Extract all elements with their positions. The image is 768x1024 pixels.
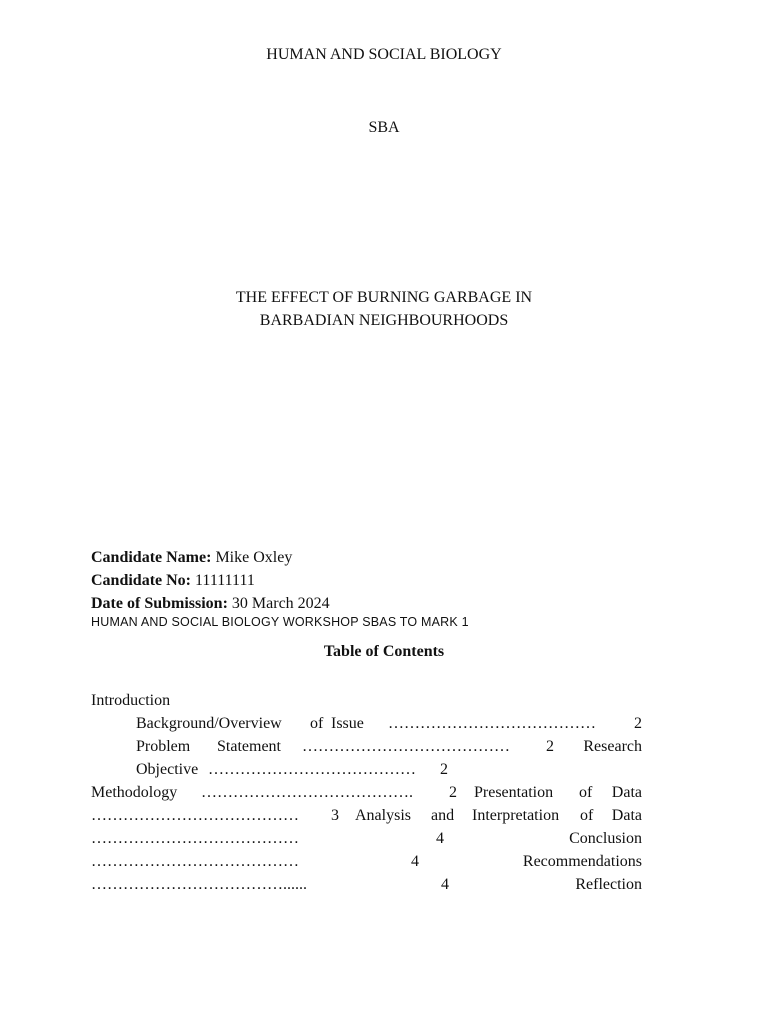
toc-presentation-word: Presentation	[474, 784, 554, 801]
toc-analysis-word: Interpretation	[472, 807, 560, 824]
toc-reflection-word: Reflection	[575, 876, 642, 893]
candidate-number-label: Candidate No:	[91, 572, 192, 589]
toc-methodology: Methodology	[91, 784, 178, 801]
toc-background-word: Issue	[331, 715, 364, 732]
toc-row	[91, 689, 642, 712]
subject-heading: HUMAN AND SOCIAL BIOLOGY	[266, 46, 502, 63]
toc-page-number: 4	[411, 853, 419, 870]
toc-analysis-word: Data	[611, 807, 642, 824]
toc-background-word: Background/Overview	[136, 715, 282, 732]
toc-row	[91, 827, 642, 850]
toc-leader-dots: …………………………………	[91, 807, 299, 824]
toc-recommendations-word: Recommendations	[522, 853, 642, 870]
candidate-number-row	[91, 569, 330, 592]
toc-background-word: of	[310, 715, 324, 732]
project-title-line-1: THE EFFECT OF BURNING GARBAGE IN	[235, 289, 533, 306]
sba-heading: SBA	[368, 119, 400, 136]
toc-analysis-word: and	[431, 807, 455, 824]
toc-conclusion-word: Conclusion	[569, 830, 642, 847]
toc-problem-word: Problem	[136, 738, 191, 755]
project-title-line-2: BARBADIAN NEIGHBOURHOODS	[259, 312, 509, 329]
project-title	[0, 286, 768, 332]
toc-page-number: 3	[331, 807, 339, 824]
candidate-info	[91, 546, 330, 615]
toc-heading: Table of Contents	[323, 643, 445, 660]
toc-row	[91, 758, 642, 781]
toc-research-word: Research	[583, 738, 642, 755]
submission-date-row	[91, 592, 330, 615]
toc-row	[91, 873, 642, 896]
toc-analysis-word: of	[580, 807, 594, 824]
submission-date-value: 30 March 2024	[231, 595, 330, 612]
toc-leader-dots: …………………………………	[91, 853, 299, 870]
toc-row	[91, 735, 642, 758]
candidate-name-value: Mike Oxley	[215, 549, 293, 566]
candidate-name-label: Candidate Name:	[91, 549, 212, 566]
toc-row	[91, 712, 642, 735]
toc-leader-dots: ………………………………......	[91, 876, 307, 893]
toc-page-number: 2	[634, 715, 642, 732]
candidate-name-row	[91, 546, 330, 569]
toc-leader-dots: …………………………………	[388, 715, 596, 732]
toc-analysis-word: Analysis	[355, 807, 411, 824]
submission-date-label: Date of Submission:	[91, 595, 228, 612]
toc-page-number: 4	[441, 876, 449, 893]
toc-leader-dots: …………………………………	[208, 761, 416, 778]
toc-leader-dots: ………………………………….	[201, 784, 413, 801]
toc-page-number: 2	[546, 738, 554, 755]
toc-page-number: 2	[440, 761, 448, 778]
toc-page-number: 4	[436, 830, 444, 847]
toc-problem-word: Statement	[217, 738, 281, 755]
toc-leader-dots: …………………………………	[91, 830, 299, 847]
toc-introduction: Introduction	[91, 692, 171, 709]
toc-row	[91, 781, 642, 804]
toc-leader-dots: …………………………………	[302, 738, 510, 755]
toc-objective-word: Objective	[136, 761, 199, 778]
toc-presentation-word: of	[579, 784, 593, 801]
candidate-number-value: 11111111	[195, 572, 255, 589]
toc-page-number: 2	[449, 784, 457, 801]
toc-row	[91, 850, 642, 873]
toc-presentation-word: Data	[611, 784, 642, 801]
toc-row	[91, 804, 642, 827]
page-footer: HUMAN AND SOCIAL BIOLOGY WORKSHOP SBAS TO MARK 1	[91, 615, 469, 629]
